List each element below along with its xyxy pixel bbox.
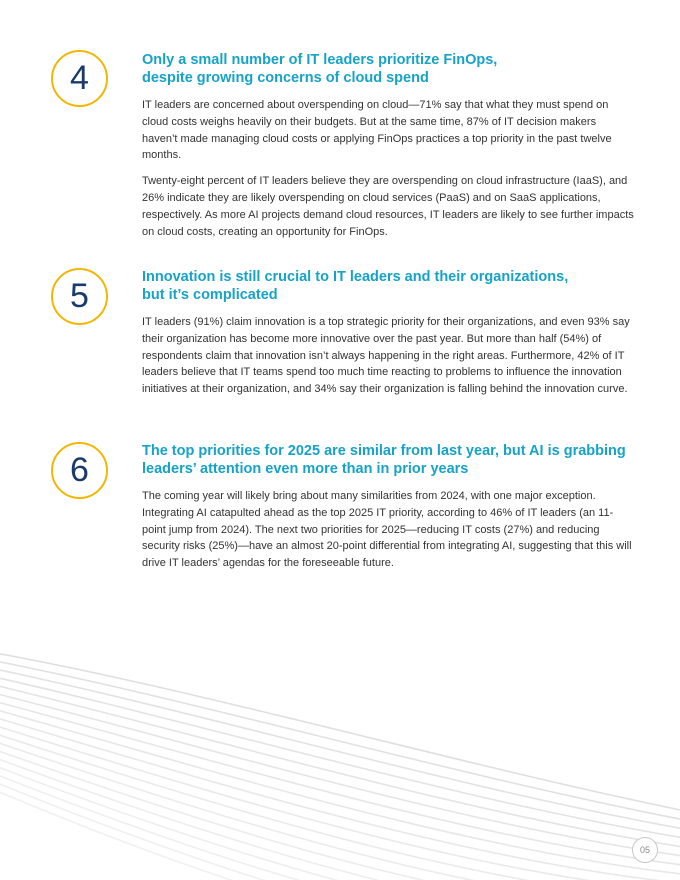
- wave-line: [0, 676, 680, 839]
- wave-line: [0, 748, 680, 880]
- number-badge-5: 5: [51, 268, 108, 325]
- wave-line: [0, 780, 680, 880]
- wave-line: [0, 708, 680, 875]
- finding-4-paragraph-1: IT leaders are concerned about overspending on cloud—71% say that what they must spend on cloud costs weighs heavily on their budgets. But at the same time, 87% of IT decision makers haven’t made managing cloud costs or applying FinOps practices a top priority in the past twelve months.: [142, 99, 612, 162]
- heading-line: Only a small number of IT leaders prioritize FinOps,: [142, 52, 498, 68]
- heading-line: Innovation is still crucial to IT leaders and their organizations,: [142, 269, 569, 285]
- finding-5-heading: [142, 268, 634, 304]
- wave-line: [0, 724, 680, 880]
- wave-line: [0, 756, 680, 880]
- wave-line: [0, 716, 680, 880]
- wave-line: [0, 668, 680, 830]
- wave-line: [0, 692, 680, 857]
- finding-4-paragraph-2: Twenty-eight percent of IT leaders believe they are overspending on cloud infrastructure (IaaS), and 26% indicate they are likely overspending on cloud services (PaaS) and on SaaS applications, respectively. As more AI projects demand cloud resources, IT leaders are likely to see further impacts on cloud costs, creating an opportunity for FinOps.: [142, 175, 634, 238]
- wave-line: [0, 700, 680, 866]
- number-badge-6: 6: [51, 442, 108, 499]
- wave-line: [0, 732, 680, 880]
- finding-6-paragraph-1: The coming year will likely bring about many similarities from 2024, with one major exception. Integrating AI catapulted ahead as the top 2025 IT priority, according to 46% of IT leaders (an 11-point jump from 2024). The next two priorities for 2025—reducing IT costs (27%) and reducing security risks (25%)—have an almost 20-point differential from integrating AI, suggesting that this will drive IT leaders’ agendas for the foreseeable future.: [142, 490, 632, 570]
- number-badge-4: 4: [51, 50, 108, 107]
- heading-line: but it’s complicated: [142, 287, 278, 303]
- wave-line: [0, 788, 680, 880]
- wave-line: [0, 652, 680, 812]
- wave-line: [0, 764, 680, 880]
- finding-5-paragraph-1: IT leaders (91%) claim innovation is a top strategic priority for their organizations, and even 93% say their organization has become more innovative over the past year. But more than half (54%) of respondents claim that innovation isn’t always happening in the right areas. Furthermore, 42% of IT leaders believe that IT teams spend too much time reacting to problems to influence the innovation initiatives at their organization, and 34% say their organization is falling behind the innovation curve.: [142, 316, 630, 396]
- heading-line: despite growing concerns of cloud spend: [142, 70, 429, 86]
- wave-line: [0, 684, 680, 848]
- heading-line: leaders’ attention even more than in prior years: [142, 461, 469, 477]
- finding-4-heading: [142, 51, 634, 87]
- finding-6-heading: [142, 442, 634, 478]
- heading-line: The top priorities for 2025 are similar from last year, but AI is grabbing: [142, 443, 626, 459]
- page-number: 05: [632, 837, 658, 863]
- wave-line: [0, 660, 680, 821]
- wave-line: [0, 740, 680, 880]
- wave-line: [0, 772, 680, 880]
